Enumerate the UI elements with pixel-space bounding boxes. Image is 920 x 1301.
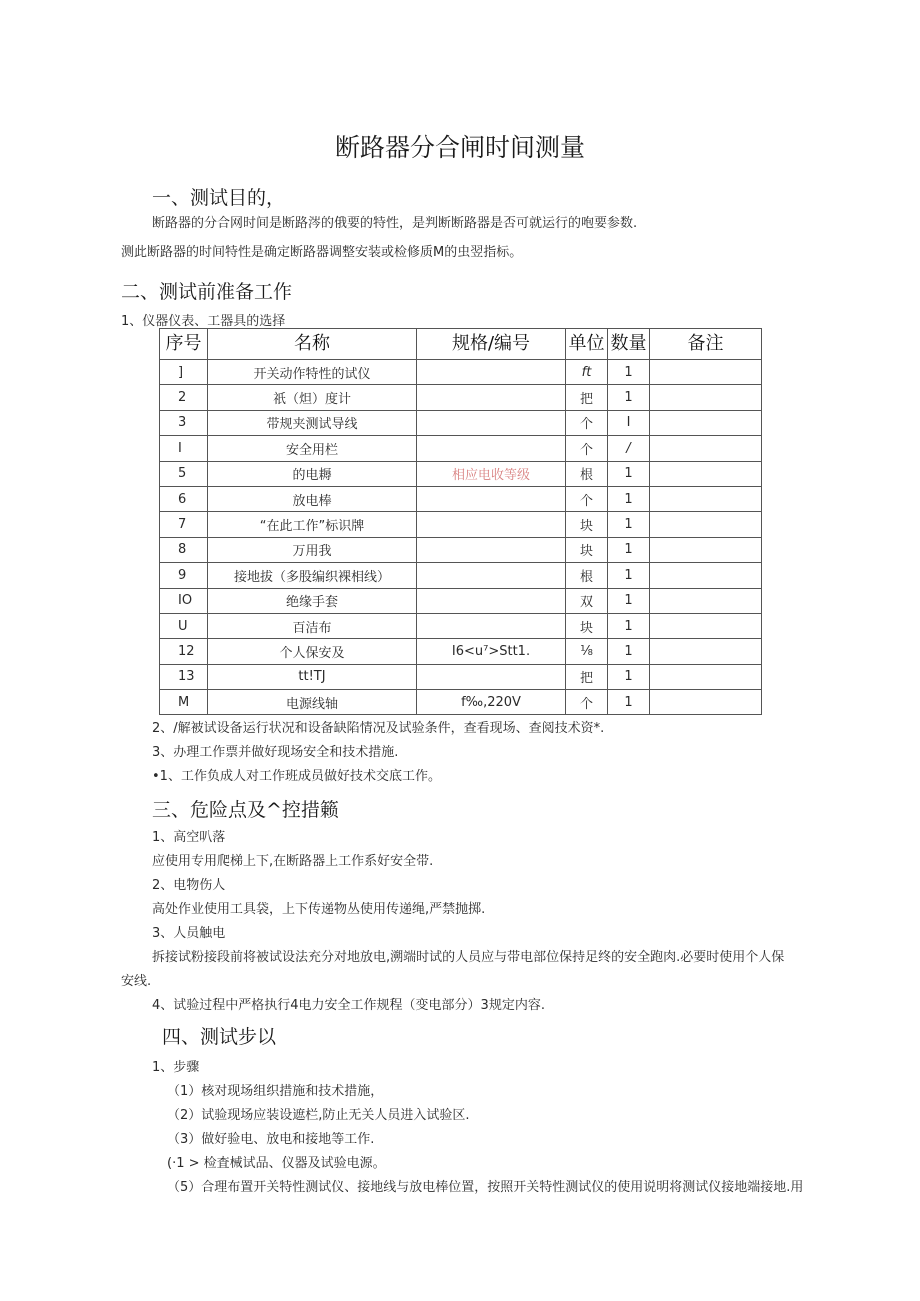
header-no: 序号: [160, 329, 208, 360]
table-row: [160, 410, 762, 435]
cell-spec: [417, 588, 566, 613]
cell-no: 3: [160, 410, 208, 435]
section3-s1-title: 1、高空叭落: [152, 830, 226, 845]
cell-unit: 把: [566, 385, 608, 410]
cell-name: 个人保安及: [208, 639, 417, 664]
cell-remark: [650, 537, 762, 562]
section2-heading: 二、测试前准备工作: [121, 281, 293, 303]
cell-no: IO: [160, 588, 208, 613]
section3-s3-text-line1: 拆接试粉接段前将被试设法充分对地放电,溯端时试的人员应与带电部位保持足终的安全跑肉.必要时使用个人保: [152, 950, 785, 965]
cell-no: M: [160, 690, 208, 715]
cell-qty: 1: [608, 690, 650, 715]
table-row: [160, 613, 762, 638]
cell-name: 电源线轴: [208, 690, 417, 715]
cell-name: 万用我: [208, 537, 417, 562]
section4-step-2: （2）试验现场应装设遮栏,防止无关人员进入试验区.: [167, 1108, 470, 1123]
cell-remark: [650, 486, 762, 511]
table-row: [160, 563, 762, 588]
section1-heading: 一、测试目的，: [152, 187, 286, 209]
section3-s2-title: 2、电物伤人: [152, 878, 226, 893]
cell-qty: I: [608, 410, 650, 435]
section2-item2: 2、/解被试设备运行状况和设备缺陷情况及试验条件，查看现场、查阅技术资*.: [152, 721, 605, 736]
cell-no: ]: [160, 360, 208, 385]
header-qty: 数量: [608, 329, 650, 360]
cell-no: 7: [160, 512, 208, 537]
cell-unit: 双: [566, 588, 608, 613]
cell-remark: [650, 360, 762, 385]
table-row: [160, 512, 762, 537]
cell-spec: [417, 512, 566, 537]
cell-qty: 1: [608, 563, 650, 588]
cell-name: 放电棒: [208, 486, 417, 511]
cell-no: 2: [160, 385, 208, 410]
cell-remark: [650, 461, 762, 486]
cell-no: 12: [160, 639, 208, 664]
section1-paragraph-2: 测此断路器的时间特性是确定断路器调整安装或检修质M的虫翌指标。: [121, 245, 523, 260]
section3-s1-text: 应使用专用爬梯上下,在断路器上工作系好安全带.: [152, 854, 434, 869]
cell-remark: [650, 588, 762, 613]
section4-step-5: （5）合理布置开关特性测试仪、接地线与放电棒位置，按照开关特性测试仪的使用说明将测试仪接地端接地.用: [167, 1180, 804, 1195]
cell-qty: 1: [608, 360, 650, 385]
table-row: [160, 385, 762, 410]
cell-spec: f‰,220V: [417, 690, 566, 715]
cell-qty: 1: [608, 512, 650, 537]
cell-unit: 个: [566, 436, 608, 461]
cell-no: 8: [160, 537, 208, 562]
section2-item4: •1、工作负成人对工作班成员做好技术交底工作。: [152, 769, 441, 784]
section3-s3-text-line2: 安线.: [121, 974, 152, 989]
cell-qty: 1: [608, 664, 650, 689]
header-unit: 单位: [566, 329, 608, 360]
cell-unit: 个: [566, 690, 608, 715]
table-header-row: [160, 329, 762, 360]
table-row: [160, 486, 762, 511]
cell-qty: 1: [608, 461, 650, 486]
header-spec: 规格/编号: [417, 329, 566, 360]
cell-remark: [650, 410, 762, 435]
cell-name: 接地拔（多股编织裸相线）: [208, 563, 417, 588]
cell-spec: [417, 360, 566, 385]
cell-name: 百洁布: [208, 613, 417, 638]
cell-spec: [417, 436, 566, 461]
cell-spec: [417, 664, 566, 689]
cell-qty: 1: [608, 537, 650, 562]
cell-no: 9: [160, 563, 208, 588]
table-row: [160, 588, 762, 613]
cell-qty: 1: [608, 486, 650, 511]
cell-unit: 个: [566, 410, 608, 435]
table-row: [160, 360, 762, 385]
cell-name: 带规夹测试导线: [208, 410, 417, 435]
cell-no: 6: [160, 486, 208, 511]
section2-item3: 3、办理工作票并做好现场安全和技术措施.: [152, 745, 399, 760]
cell-no: 5: [160, 461, 208, 486]
section4-step-1: （1）核对现场组织措施和技术措施，: [167, 1084, 384, 1099]
cell-unit: ft: [566, 360, 608, 385]
page-title: 断路器分合闸时间测量: [334, 133, 585, 162]
table-row: [160, 537, 762, 562]
table-row: [160, 639, 762, 664]
cell-remark: [650, 512, 762, 537]
cell-name: “在此工作”标识牌: [208, 512, 417, 537]
section4-step-4: (·1 > 检査械试品、仪器及试验电源。: [167, 1156, 386, 1171]
cell-unit: 块: [566, 613, 608, 638]
cell-unit: 块: [566, 512, 608, 537]
cell-qty: 1: [608, 385, 650, 410]
section1-paragraph-1: 断路器的分合网时间是断路涔的俄要的特性，是判断断路器是否可就运行的咆要参数.: [152, 216, 638, 231]
cell-spec: [417, 537, 566, 562]
cell-remark: [650, 664, 762, 689]
cell-remark: [650, 385, 762, 410]
section3-s2-text: 高处作业使用工具袋，上下传递物丛使用传递绳,严禁抛掷.: [152, 902, 486, 917]
cell-spec: [417, 613, 566, 638]
cell-unit: 块: [566, 537, 608, 562]
section4-sub1: 1、步骤: [152, 1060, 200, 1075]
cell-unit: 个: [566, 486, 608, 511]
cell-remark: [650, 436, 762, 461]
section4-heading: 四、测试步以: [162, 1026, 277, 1048]
section3-s4-text: 4、试验过程中严格执行4电力安全工作规程（变电部分）3规定内容.: [152, 998, 545, 1013]
header-remark: 备注: [650, 329, 762, 360]
cell-unit: ⅛: [566, 639, 608, 664]
cell-remark: [650, 613, 762, 638]
cell-remark: [650, 563, 762, 588]
cell-unit: 根: [566, 461, 608, 486]
cell-qty: 1: [608, 588, 650, 613]
section3-s3-title: 3、人员触电: [152, 926, 226, 941]
cell-spec: [417, 410, 566, 435]
cell-name: tt!TJ: [208, 664, 417, 689]
cell-spec: I6<u⁷>Stt1.: [417, 639, 566, 664]
cell-spec: [417, 486, 566, 511]
cell-spec: [417, 385, 566, 410]
cell-spec: [417, 563, 566, 588]
header-name: 名称: [208, 329, 417, 360]
cell-no: I: [160, 436, 208, 461]
cell-name: 绝缘手套: [208, 588, 417, 613]
table-row: [160, 690, 762, 715]
cell-name: 开关动作特性的试仪: [208, 360, 417, 385]
cell-name: 的电耨: [208, 461, 417, 486]
cell-unit: 根: [566, 563, 608, 588]
cell-remark: [650, 639, 762, 664]
cell-remark: [650, 690, 762, 715]
cell-qty: 1: [608, 613, 650, 638]
cell-name: 安全用栏: [208, 436, 417, 461]
cell-name: 祇（炟）度计: [208, 385, 417, 410]
section2-sub1: 1、仪器仪表、工器具的选择: [121, 314, 286, 329]
cell-qty: 1: [608, 639, 650, 664]
table-row: [160, 664, 762, 689]
section3-heading: 三、危险点及^控措籁: [152, 799, 339, 821]
section4-step-3: （3）做好验电、放电和接地等工作.: [167, 1132, 375, 1147]
table-row: [160, 461, 762, 486]
cell-no: U: [160, 613, 208, 638]
table-row: [160, 436, 762, 461]
instrument-table: [159, 328, 762, 715]
cell-no: 13: [160, 664, 208, 689]
cell-qty: /: [608, 436, 650, 461]
cell-spec: 相应电收等级: [417, 461, 566, 486]
cell-unit: 把: [566, 664, 608, 689]
